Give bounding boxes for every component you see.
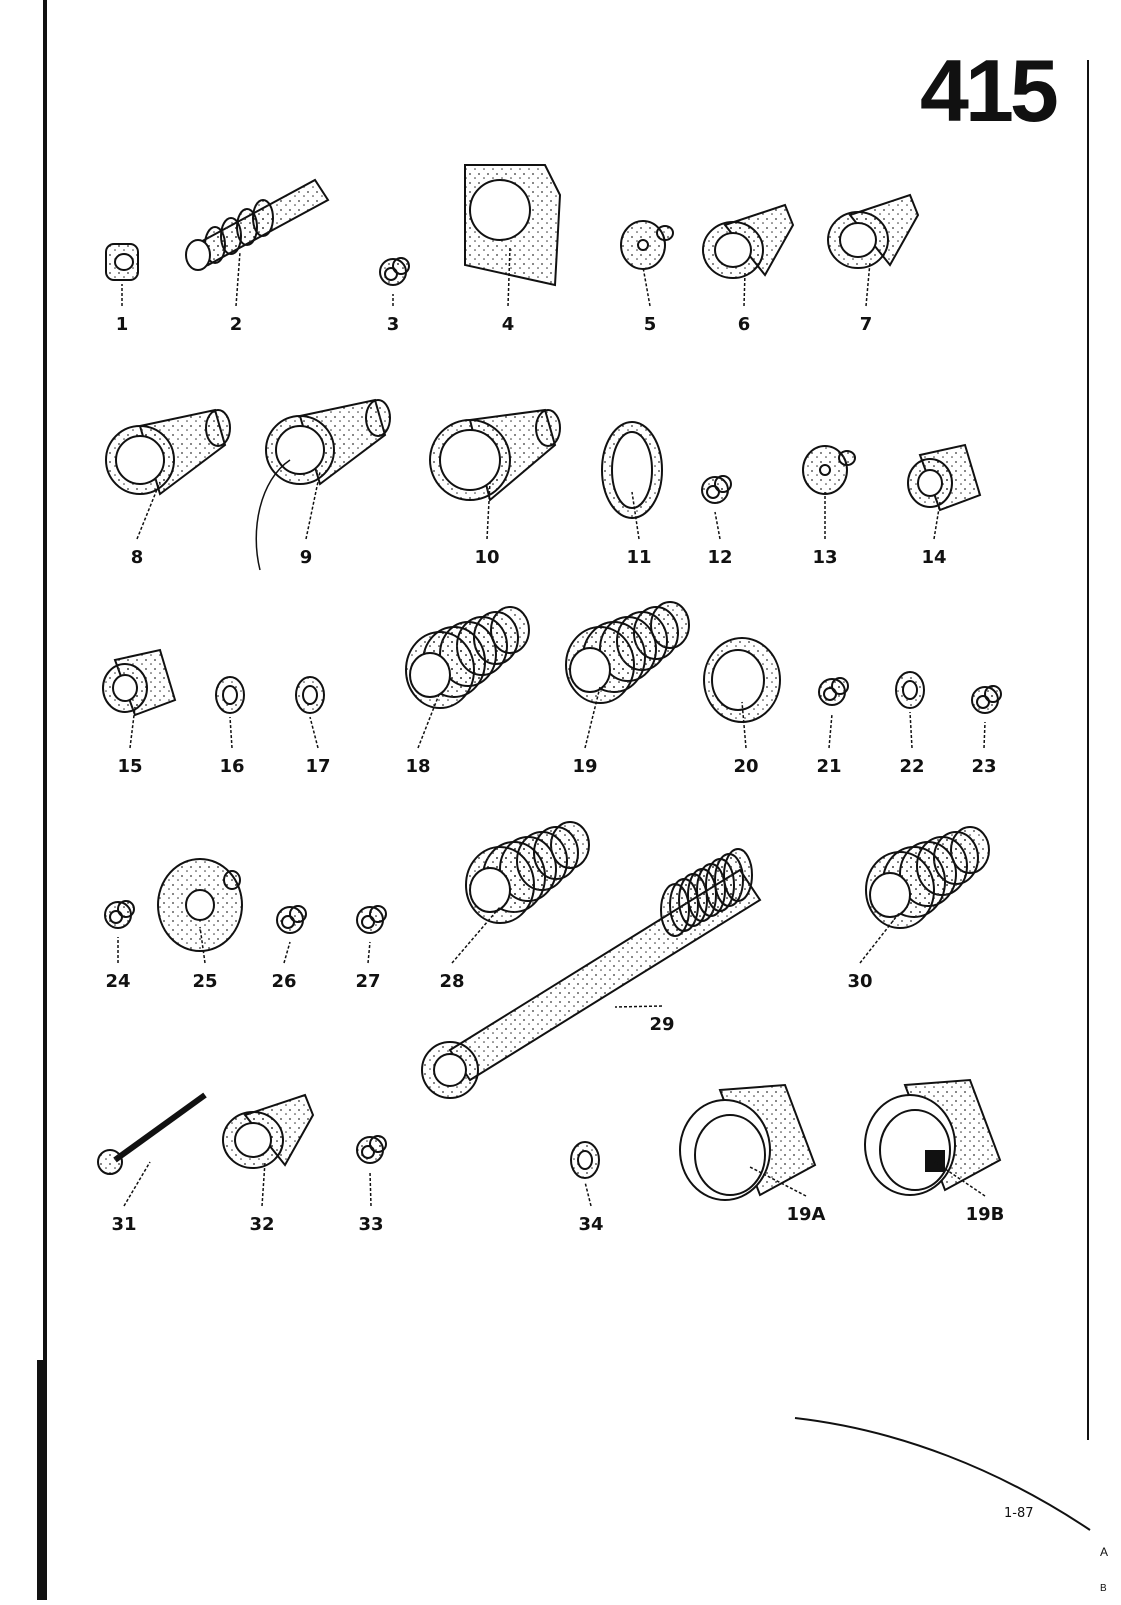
leader-line bbox=[310, 717, 318, 748]
part-label: 31 bbox=[111, 1214, 137, 1235]
part-label: 5 bbox=[643, 314, 657, 335]
part-label: 18 bbox=[405, 756, 431, 777]
part-drawing bbox=[571, 1142, 599, 1178]
part-label: 8 bbox=[130, 547, 144, 568]
part-label: 9 bbox=[299, 547, 313, 568]
leader-line bbox=[829, 714, 832, 748]
part-drawing bbox=[803, 446, 855, 494]
part-label: 25 bbox=[192, 971, 218, 992]
leader-line bbox=[124, 1162, 150, 1206]
part-label: 23 bbox=[971, 756, 997, 777]
part-label: 10 bbox=[474, 547, 500, 568]
part-drawing bbox=[828, 195, 918, 268]
part-label: 16 bbox=[219, 756, 245, 777]
part-label: 14 bbox=[921, 547, 947, 568]
part-label: 11 bbox=[626, 547, 652, 568]
part-drawing bbox=[465, 165, 560, 285]
part-label: 33 bbox=[358, 1214, 384, 1235]
part-drawing bbox=[621, 221, 673, 269]
leader-line bbox=[910, 712, 912, 748]
part-drawing bbox=[103, 650, 175, 715]
part-drawing bbox=[186, 180, 328, 270]
part-drawing bbox=[866, 827, 989, 928]
part-drawing bbox=[357, 906, 386, 933]
part-label: 1 bbox=[115, 314, 129, 335]
part-drawing bbox=[277, 906, 306, 933]
edition-date: 1-87 bbox=[1004, 1506, 1034, 1521]
margin-letter-b: B bbox=[1100, 1583, 1107, 1594]
leader-line bbox=[230, 717, 232, 748]
part-label: 26 bbox=[271, 971, 297, 992]
part-drawing bbox=[896, 672, 924, 708]
leader-line bbox=[984, 722, 985, 748]
part-drawing bbox=[357, 1136, 386, 1163]
leader-line bbox=[615, 1006, 662, 1007]
part-label: 32 bbox=[249, 1214, 275, 1235]
part-drawing bbox=[602, 422, 662, 518]
part-label: 21 bbox=[816, 756, 842, 777]
page-number: 415 bbox=[920, 41, 1055, 140]
part-drawing bbox=[865, 1080, 1000, 1195]
part-label: 19A bbox=[786, 1204, 826, 1225]
leader-line bbox=[370, 1172, 371, 1206]
part-label: 30 bbox=[847, 971, 873, 992]
leader-line bbox=[643, 267, 650, 306]
part-label: 17 bbox=[305, 756, 331, 777]
part-drawing bbox=[406, 607, 529, 708]
part-drawing bbox=[430, 410, 560, 500]
part-drawing bbox=[380, 258, 409, 285]
leader-line bbox=[236, 252, 240, 306]
leader-line bbox=[452, 907, 500, 963]
part-label: 28 bbox=[439, 971, 465, 992]
part-label: 29 bbox=[649, 1014, 675, 1035]
part-drawing bbox=[566, 602, 689, 703]
leader-line bbox=[284, 942, 290, 963]
part-label: 4 bbox=[501, 314, 515, 335]
part-drawing bbox=[158, 859, 242, 951]
part-label: 34 bbox=[578, 1214, 604, 1235]
part-label: 22 bbox=[899, 756, 925, 777]
leader-line bbox=[934, 502, 940, 539]
margin-letter-a: A bbox=[1100, 1545, 1109, 1559]
part-drawing bbox=[256, 400, 390, 570]
part-drawing bbox=[702, 476, 731, 503]
part-label: 20 bbox=[733, 756, 759, 777]
part-label: 3 bbox=[386, 314, 400, 335]
part-label: 19B bbox=[965, 1204, 1005, 1225]
part-drawing bbox=[819, 678, 848, 705]
part-drawing bbox=[223, 1095, 313, 1168]
part-label: 24 bbox=[105, 971, 131, 992]
part-label: 13 bbox=[812, 547, 838, 568]
part-drawing bbox=[216, 677, 244, 713]
part-drawing bbox=[106, 410, 230, 494]
part-drawing bbox=[972, 686, 1001, 713]
leader-line bbox=[262, 1162, 265, 1206]
part-label: 19 bbox=[572, 756, 598, 777]
part-label: 2 bbox=[229, 314, 243, 335]
leader-line bbox=[585, 1182, 591, 1206]
part-drawing bbox=[98, 1095, 205, 1174]
leader-line bbox=[715, 512, 720, 539]
part-label: 12 bbox=[707, 547, 733, 568]
part-drawing bbox=[680, 1085, 815, 1200]
part-label: 6 bbox=[737, 314, 751, 335]
part-label: 15 bbox=[117, 756, 143, 777]
leader-line bbox=[368, 942, 370, 963]
leader-line bbox=[130, 707, 135, 748]
part-drawing bbox=[466, 822, 589, 923]
part-drawing bbox=[105, 901, 134, 928]
part-drawing bbox=[704, 638, 780, 722]
leader-line bbox=[866, 262, 870, 306]
part-label: 7 bbox=[859, 314, 873, 335]
part-drawing bbox=[106, 244, 138, 280]
part-drawing bbox=[703, 205, 793, 278]
part-label: 27 bbox=[355, 971, 381, 992]
part-drawing bbox=[296, 677, 324, 713]
part-drawing bbox=[908, 445, 980, 510]
